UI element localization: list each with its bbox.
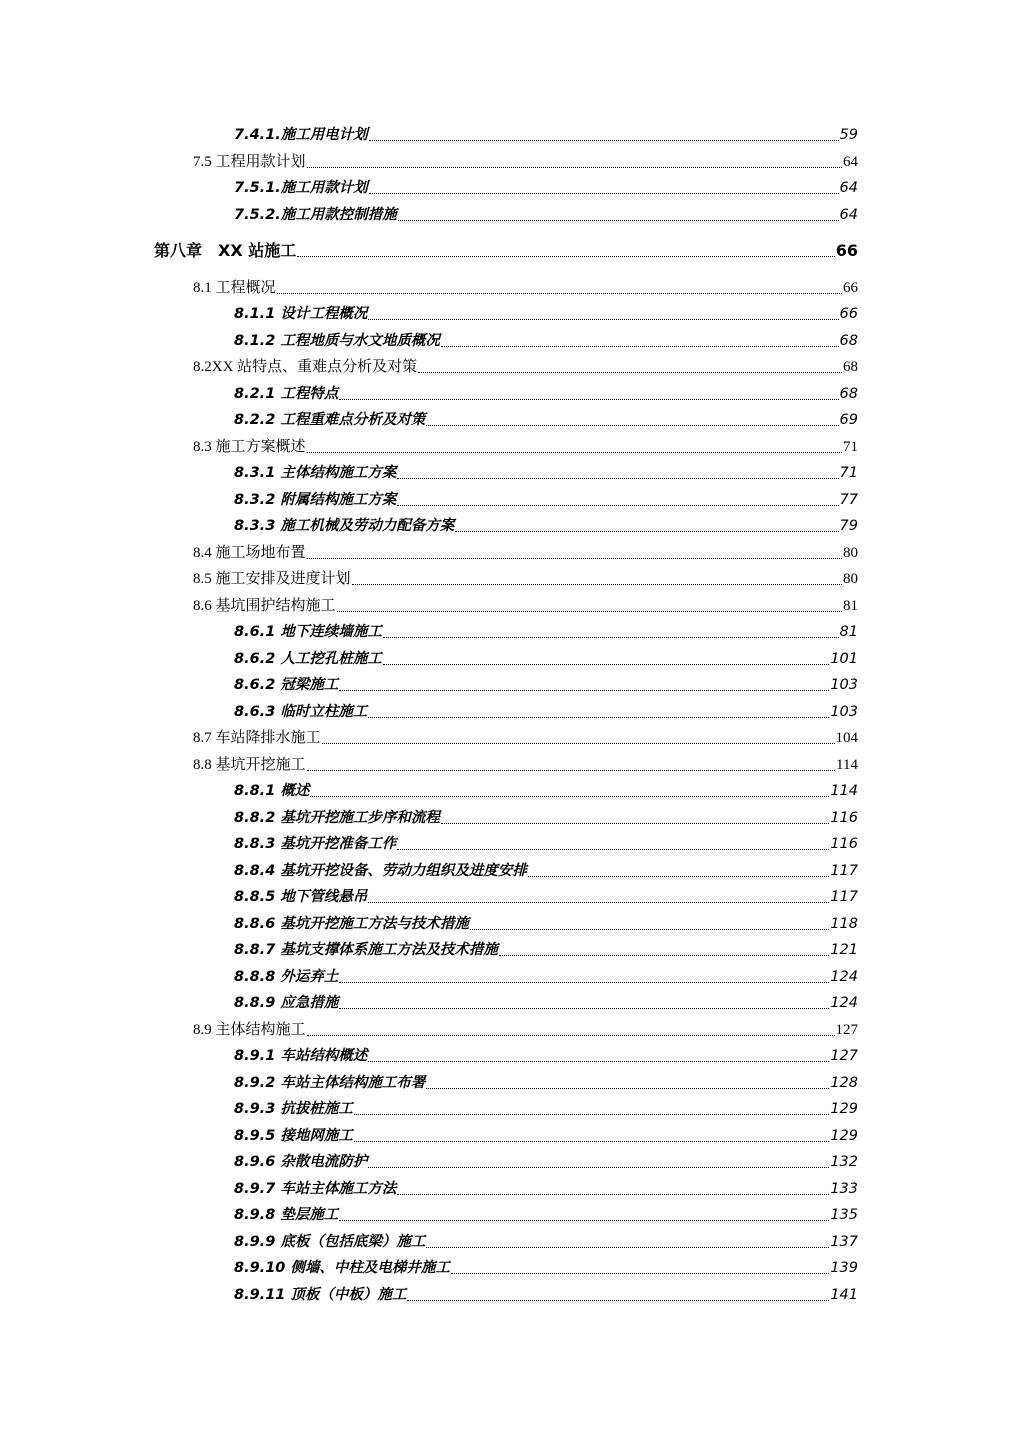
toc-entry[interactable] xyxy=(234,204,858,226)
toc-entry-label: 8.9.11 顶板（中板）施工 xyxy=(234,1286,407,1303)
toc-dot-leader xyxy=(368,716,829,718)
toc-dot-leader xyxy=(397,477,838,479)
toc-entry-label: 8.1.1 设计工程概况 xyxy=(234,306,368,322)
toc-entry[interactable] xyxy=(234,1257,858,1279)
toc-entry-label: 8.8.5 地下管线悬吊 xyxy=(234,889,368,905)
toc-entry[interactable] xyxy=(154,240,858,262)
toc-entry[interactable] xyxy=(193,356,858,378)
toc-dot-leader xyxy=(368,901,829,903)
toc-entry-label: 8.8.8 外运弃土 xyxy=(234,968,339,985)
toc-entry-label: 8.7 车站降排水施工 xyxy=(193,730,321,746)
toc-entry[interactable] xyxy=(234,124,858,146)
toc-dot-leader xyxy=(398,219,839,221)
toc-entry-page-number: 66 xyxy=(839,306,858,322)
toc-entry-page-number: 137 xyxy=(830,1233,858,1250)
toc-entry[interactable] xyxy=(234,462,858,484)
toc-entry-page-number: 103 xyxy=(830,703,858,720)
toc-dot-leader xyxy=(354,1140,829,1142)
toc-entry-page-number: 128 xyxy=(830,1074,858,1091)
toc-dot-leader xyxy=(397,848,829,850)
toc-entry-page-number: 124 xyxy=(830,995,858,1011)
toc-entry-label: 8.6.2 冠梁施工 xyxy=(234,677,339,693)
toc-entry-label: 8.8 基坑开挖施工 xyxy=(193,756,306,773)
toc-dot-leader xyxy=(369,139,839,141)
toc-dot-leader xyxy=(441,822,829,824)
toc-dot-leader xyxy=(397,504,838,506)
toc-entry-page-number: 80 xyxy=(843,571,858,587)
toc-entry-page-number: 69 xyxy=(839,412,858,428)
toc-entry-label: 8.1.2 工程地质与水文地质概况 xyxy=(234,332,440,349)
toc-entry-page-number: 66 xyxy=(835,241,858,260)
toc-entry-page-number: 79 xyxy=(839,518,858,534)
toc-entry-label: 8.8.3 基坑开挖准备工作 xyxy=(234,836,397,852)
toc-entry-label: 8.8.4 基坑开挖设备、劳动力组织及进度安排 xyxy=(234,862,527,879)
toc-entry[interactable] xyxy=(234,330,858,352)
toc-entry-page-number: 59 xyxy=(839,127,858,143)
toc-entry[interactable] xyxy=(234,939,858,961)
toc-entry-label: 第八章 XX 站施工 xyxy=(154,241,297,260)
toc-dot-leader xyxy=(368,1060,829,1062)
toc-entry-page-number: 129 xyxy=(830,1101,858,1117)
toc-entry[interactable] xyxy=(193,754,858,776)
toc-dot-leader xyxy=(369,192,839,194)
toc-entry-label: 8.8.2 基坑开挖施工步序和流程 xyxy=(234,809,440,826)
toc-entry[interactable] xyxy=(193,727,858,749)
toc-dot-leader xyxy=(470,928,829,930)
toc-entry-page-number: 117 xyxy=(830,889,858,905)
toc-entry-label: 8.9.7 车站主体施工方法 xyxy=(234,1180,397,1197)
toc-entry[interactable] xyxy=(234,383,858,405)
toc-dot-leader xyxy=(307,769,836,771)
toc-dot-leader xyxy=(297,255,834,257)
toc-entry[interactable] xyxy=(234,621,858,643)
toc-entry[interactable] xyxy=(234,177,858,199)
toc-entry-page-number: 116 xyxy=(830,809,858,826)
toc-entry-label: 8.6.2 人工挖孔桩施工 xyxy=(234,650,382,667)
toc-entry-label: 8.6.3 临时立柱施工 xyxy=(234,703,368,720)
toc-dot-leader xyxy=(441,345,839,347)
toc-entry-label: 8.9 主体结构施工 xyxy=(193,1021,306,1038)
toc-entry-label: 8.9.3 抗拔桩施工 xyxy=(234,1101,353,1117)
toc-entry[interactable] xyxy=(234,1204,858,1226)
toc-dot-leader xyxy=(307,166,842,168)
toc-entry-page-number: 68 xyxy=(843,359,858,375)
toc-entry[interactable] xyxy=(234,409,858,431)
toc-entry[interactable] xyxy=(234,303,858,325)
toc-entry-label: 8.9.10 侧墙、中柱及电梯井施工 xyxy=(234,1260,450,1276)
toc-dot-leader xyxy=(307,451,842,453)
toc-entry-label: 7.5.1.施工用款计划 xyxy=(234,180,368,196)
toc-entry-label: 8.2XX 站特点、重难点分析及对策 xyxy=(193,359,418,375)
toc-entry[interactable] xyxy=(193,277,858,299)
toc-dot-leader xyxy=(368,318,838,320)
toc-dot-leader xyxy=(368,1166,829,1168)
toc-entry-page-number: 101 xyxy=(830,650,858,667)
toc-entry[interactable] xyxy=(234,1045,858,1067)
toc-entry-label: 7.5.2.施工用款控制措施 xyxy=(234,206,397,223)
toc-entry[interactable] xyxy=(193,595,858,617)
toc-entry-page-number: 81 xyxy=(843,597,858,614)
toc-entry-page-number: 139 xyxy=(830,1260,858,1276)
toc-dot-leader xyxy=(528,875,829,877)
toc-entry[interactable] xyxy=(234,780,858,802)
toc-entry-page-number: 135 xyxy=(830,1207,858,1223)
toc-entry-page-number: 64 xyxy=(843,153,858,170)
toc-dot-leader xyxy=(339,981,829,983)
toc-entry[interactable] xyxy=(234,807,858,829)
toc-entry-label: 8.9.5 接地网施工 xyxy=(234,1127,353,1144)
toc-entry-page-number: 116 xyxy=(830,836,858,852)
toc-entry[interactable] xyxy=(234,966,858,988)
toc-dot-leader xyxy=(277,292,842,294)
toc-entry-label: 8.8.9 应急措施 xyxy=(234,995,339,1011)
toc-entry[interactable] xyxy=(193,568,858,590)
toc-entry[interactable] xyxy=(234,1178,858,1200)
toc-entry-page-number: 77 xyxy=(839,491,858,508)
toc-dot-leader xyxy=(418,371,842,373)
toc-entry[interactable] xyxy=(234,886,858,908)
toc-entry-page-number: 104 xyxy=(835,730,858,746)
toc-entry-label: 8.3.1 主体结构施工方案 xyxy=(234,465,397,481)
toc-entry-page-number: 68 xyxy=(839,332,858,349)
toc-entry[interactable] xyxy=(193,151,858,173)
toc-entry-label: 8.2.1 工程特点 xyxy=(234,385,339,402)
toc-entry-page-number: 114 xyxy=(830,783,858,799)
toc-entry-label: 8.9.9 底板（包括底梁）施工 xyxy=(234,1233,426,1250)
toc-entry[interactable] xyxy=(234,833,858,855)
toc-entry-page-number: 127 xyxy=(835,1021,858,1038)
toc-entry-page-number: 80 xyxy=(843,544,858,561)
toc-dot-leader xyxy=(307,1034,835,1036)
toc-entry-label: 8.9.8 垫层施工 xyxy=(234,1207,339,1223)
toc-dot-leader xyxy=(337,610,842,612)
toc-entry-page-number: 64 xyxy=(839,206,858,223)
toc-entry-label: 8.8.1 概述 xyxy=(234,783,310,799)
toc-dot-leader xyxy=(426,424,838,426)
toc-entry-page-number: 68 xyxy=(839,385,858,402)
toc-entry-page-number: 127 xyxy=(830,1048,858,1064)
toc-entry-label: 8.3.3 施工机械及劳动力配备方案 xyxy=(234,518,455,534)
toc-dot-leader xyxy=(307,557,842,559)
toc-dot-leader xyxy=(354,1113,829,1115)
toc-entry[interactable] xyxy=(234,674,858,696)
toc-entry-page-number: 66 xyxy=(843,279,858,296)
toc-entry-page-number: 118 xyxy=(830,915,858,932)
toc-entry-page-number: 114 xyxy=(836,756,858,773)
toc-entry-label: 8.8.6 基坑开挖施工方法与技术措施 xyxy=(234,915,469,932)
toc-dot-leader xyxy=(322,742,835,744)
toc-entry-page-number: 121 xyxy=(830,942,858,958)
toc-dot-leader xyxy=(451,1272,829,1274)
toc-entry[interactable] xyxy=(234,860,858,882)
toc-entry[interactable] xyxy=(234,648,858,670)
toc-entry[interactable] xyxy=(234,913,858,935)
toc-entry-page-number: 133 xyxy=(830,1180,858,1197)
toc-dot-leader xyxy=(499,954,829,956)
toc-entry-label: 8.6 基坑围护结构施工 xyxy=(193,597,336,614)
toc-entry-page-number: 132 xyxy=(830,1154,858,1170)
toc-dot-leader xyxy=(455,530,838,532)
toc-entry[interactable] xyxy=(234,1231,858,1253)
toc-entry-page-number: 124 xyxy=(830,968,858,985)
toc-dot-leader xyxy=(397,1193,829,1195)
toc-entry-page-number: 141 xyxy=(830,1286,858,1303)
toc-entry[interactable] xyxy=(193,436,858,458)
toc-entry[interactable] xyxy=(234,1072,858,1094)
toc-entry-page-number: 117 xyxy=(830,862,858,879)
toc-entry-label: 8.8.7 基坑支撑体系施工方法及技术措施 xyxy=(234,942,498,958)
toc-entry-label: 8.1 工程概况 xyxy=(193,279,276,296)
toc-entry[interactable] xyxy=(234,1125,858,1147)
toc-entry-page-number: 81 xyxy=(839,624,858,640)
toc-entry-label: 8.4 施工场地布置 xyxy=(193,544,306,561)
toc-entry[interactable] xyxy=(234,1098,858,1120)
toc-dot-leader xyxy=(310,795,829,797)
toc-entry-page-number: 103 xyxy=(830,677,858,693)
toc-dot-leader xyxy=(383,663,829,665)
toc-entry[interactable] xyxy=(234,489,858,511)
toc-entry[interactable] xyxy=(234,1284,858,1306)
toc-entry-page-number: 129 xyxy=(830,1127,858,1144)
toc-entry-label: 8.3.2 附属结构施工方案 xyxy=(234,491,397,508)
toc-dot-leader xyxy=(383,636,839,638)
toc-dot-leader xyxy=(339,689,829,691)
toc-entry[interactable] xyxy=(234,992,858,1014)
toc-entry-label: 8.2.2 工程重难点分析及对策 xyxy=(234,412,426,428)
toc-dot-leader xyxy=(339,1219,829,1221)
toc-dot-leader xyxy=(339,1007,829,1009)
toc-entry-page-number: 71 xyxy=(843,438,858,455)
toc-entry[interactable] xyxy=(234,701,858,723)
toc-entry-label: 7.5 工程用款计划 xyxy=(193,153,306,170)
toc-entry[interactable] xyxy=(234,1151,858,1173)
toc-entry[interactable] xyxy=(193,542,858,564)
toc-entry[interactable] xyxy=(234,515,858,537)
toc-entry-label: 7.4.1.施工用电计划 xyxy=(234,127,368,143)
toc-dot-leader xyxy=(407,1299,829,1301)
toc-entry-label: 8.9.1 车站结构概述 xyxy=(234,1048,368,1064)
toc-entry-label: 8.5 施工安排及进度计划 xyxy=(193,571,351,587)
toc-entry-label: 8.9.2 车站主体结构施工布署 xyxy=(234,1074,426,1091)
toc-entry-label: 8.3 施工方案概述 xyxy=(193,438,306,455)
toc-entry[interactable] xyxy=(193,1019,858,1041)
toc-entry-page-number: 64 xyxy=(839,180,858,196)
toc-entry-page-number: 71 xyxy=(839,465,858,481)
toc-entry-label: 8.6.1 地下连续墙施工 xyxy=(234,624,382,640)
toc-dot-leader xyxy=(426,1246,829,1248)
toc-dot-leader xyxy=(352,583,842,585)
toc-dot-leader xyxy=(339,398,838,400)
toc-dot-leader xyxy=(426,1087,829,1089)
toc-entry-label: 8.9.6 杂散电流防护 xyxy=(234,1154,368,1170)
